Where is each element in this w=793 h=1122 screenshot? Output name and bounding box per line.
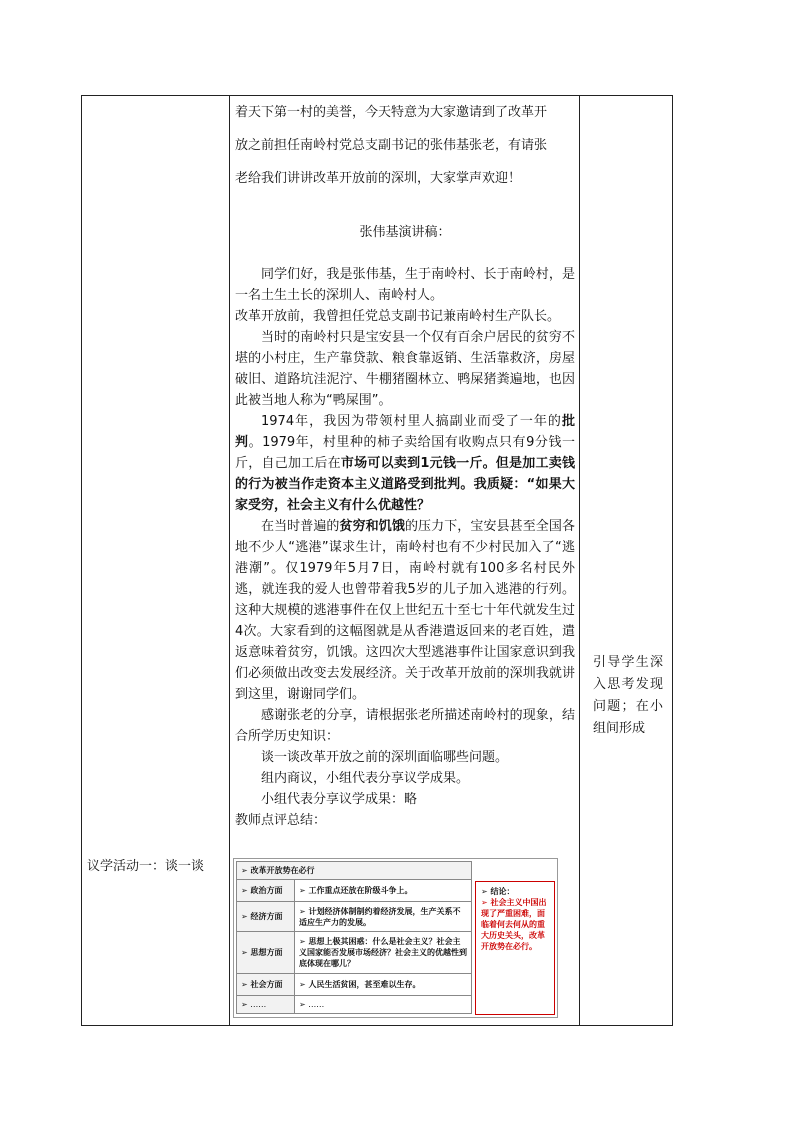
intro-line: 着天下第一村的美誉，今天特意为大家邀请到了改革开	[235, 105, 548, 120]
intro-line: 放之前担任南岭村党总支副书记的张伟基张老，有请张	[235, 138, 548, 153]
text-run: 。1979年，村里种的柿子卖给国有收购点只有9分钱一斤，自己加工后在	[235, 435, 575, 471]
column-divider	[229, 96, 230, 1025]
conclusion-text: ➢ 社会主义中国出现了严重困难，面临着何去何从的重大历史关头，改革开放势在必行。	[481, 898, 547, 951]
lesson-plan-table	[81, 95, 673, 1026]
task-paragraph: 教师点评总结：	[235, 813, 327, 828]
speech-paragraph: 同学们好，我是张伟基，生于南岭村、长于南岭村，是一名土生土长的深圳人、南岭村人。	[235, 267, 575, 303]
slide-row	[236, 902, 472, 932]
slide-row-category: ➢ 社会方面	[237, 974, 295, 995]
slide-row-text: ➢ 人民生活贫困，甚至难以生存。	[299, 980, 421, 989]
slide-row-category: ➢ 政治方面	[237, 880, 295, 901]
slide-header: ➢ 改革开放势在必行	[236, 861, 472, 880]
text-run: 的压力下，宝安县甚至全国各地不少人“逃港”谋求生计，南岭村也有不少村民加入了“逃港潮”。仅1979年5月7日，南岭村就有100多名村民外逃，就连我的爱人也曾带着我5岁的儿子加入逃港的行列。这种大规模的逃港事件在仅上世纪五十至七十年代就发生过4次。大家看到的这幅图就是从香港遣返回来的老百姓，遣返意味着贫穷，饥饿。这四次大型逃港事件让国家意识到我们必须做出改变去发展经济。关于改革开放前的深圳我就讲到这里，谢谢同学们。	[235, 519, 575, 702]
design-intent-column	[579, 96, 674, 1025]
slide-row-text: ➢ 计划经济体制制约着经济发展，生产关系不适应生产力的发展。	[299, 906, 461, 927]
slide-row-category: ➢ 思想方面	[237, 932, 295, 973]
slide-row	[236, 996, 472, 1014]
task-paragraph: 感谢张老的分享，请根据张老所描述南岭村的现象，结合所学历史知识：	[235, 708, 575, 744]
design-intent-note: 引导学生深入思考发现问题；在小组间形成	[593, 655, 663, 736]
intro-line: 老给我们讲讲改革开放前的深圳，大家掌声欢迎！	[235, 171, 522, 186]
text-run: 1974年，我因为带领村里人搞副业而受了一年的	[261, 414, 562, 429]
slide-row-text: ➢ ……	[299, 1000, 325, 1009]
bold-text-run: 批判	[235, 414, 575, 450]
teaching-content	[235, 102, 575, 831]
speech-paragraph: 当时的南岭村只是宝安县一个仅有百余户居民的贫穷不堪的小村庄，生产靠贷款、粮食靠返销、生活靠救济，房屋破旧、道路坑洼泥泞、牛棚猪圈林立、鸭屎猪粪遍地，也因此被当地人称为“鸭屎围”。	[235, 330, 575, 408]
slide-row-text: ➢ 思想上极其困惑：什么是社会主义？社会主义国家能否发展市场经济？社会主义的优越性到底体现在哪儿？	[299, 937, 467, 968]
task-paragraph: 小组代表分享议学成果：略	[261, 792, 418, 807]
slide-row-category: ➢ 经济方面	[237, 902, 295, 931]
slide-row	[236, 880, 472, 902]
activity-column	[82, 96, 229, 1025]
bold-text-run: 贫穷和饥饿	[339, 519, 405, 534]
speech-paragraph: 改革开放前，我曾担任党总支副书记兼南岭村生产队长。	[235, 309, 561, 324]
slide-row-text: ➢ 工作重点还放在阶级斗争上。	[299, 886, 413, 895]
summary-slide-image	[233, 858, 558, 1018]
slide-row	[236, 932, 472, 974]
task-paragraph: 组内商议，小组代表分享议学成果。	[261, 771, 470, 786]
task-paragraph: 谈一谈改革开放之前的深圳面临哪些问题。	[261, 750, 509, 765]
slide-conclusion	[475, 881, 555, 1015]
slide-row	[236, 974, 472, 996]
text-run: 在当时普遍的	[261, 519, 340, 534]
speech-title: 张伟基演讲稿：	[359, 225, 451, 240]
speech-paragraph	[235, 516, 575, 705]
speech-paragraph	[235, 411, 575, 516]
activity-label: 议学活动一：谈一谈	[87, 859, 205, 874]
conclusion-title: ➢ 结论：	[481, 887, 515, 896]
slide-row-category: ➢ ……	[237, 996, 295, 1013]
bold-text-run: 市场可以卖到1元钱一斤。但是加工卖钱的行为被当作走资本主义道路受到批判。我质疑：“如果大家受穷，社会主义有什么优越性？	[235, 456, 575, 513]
